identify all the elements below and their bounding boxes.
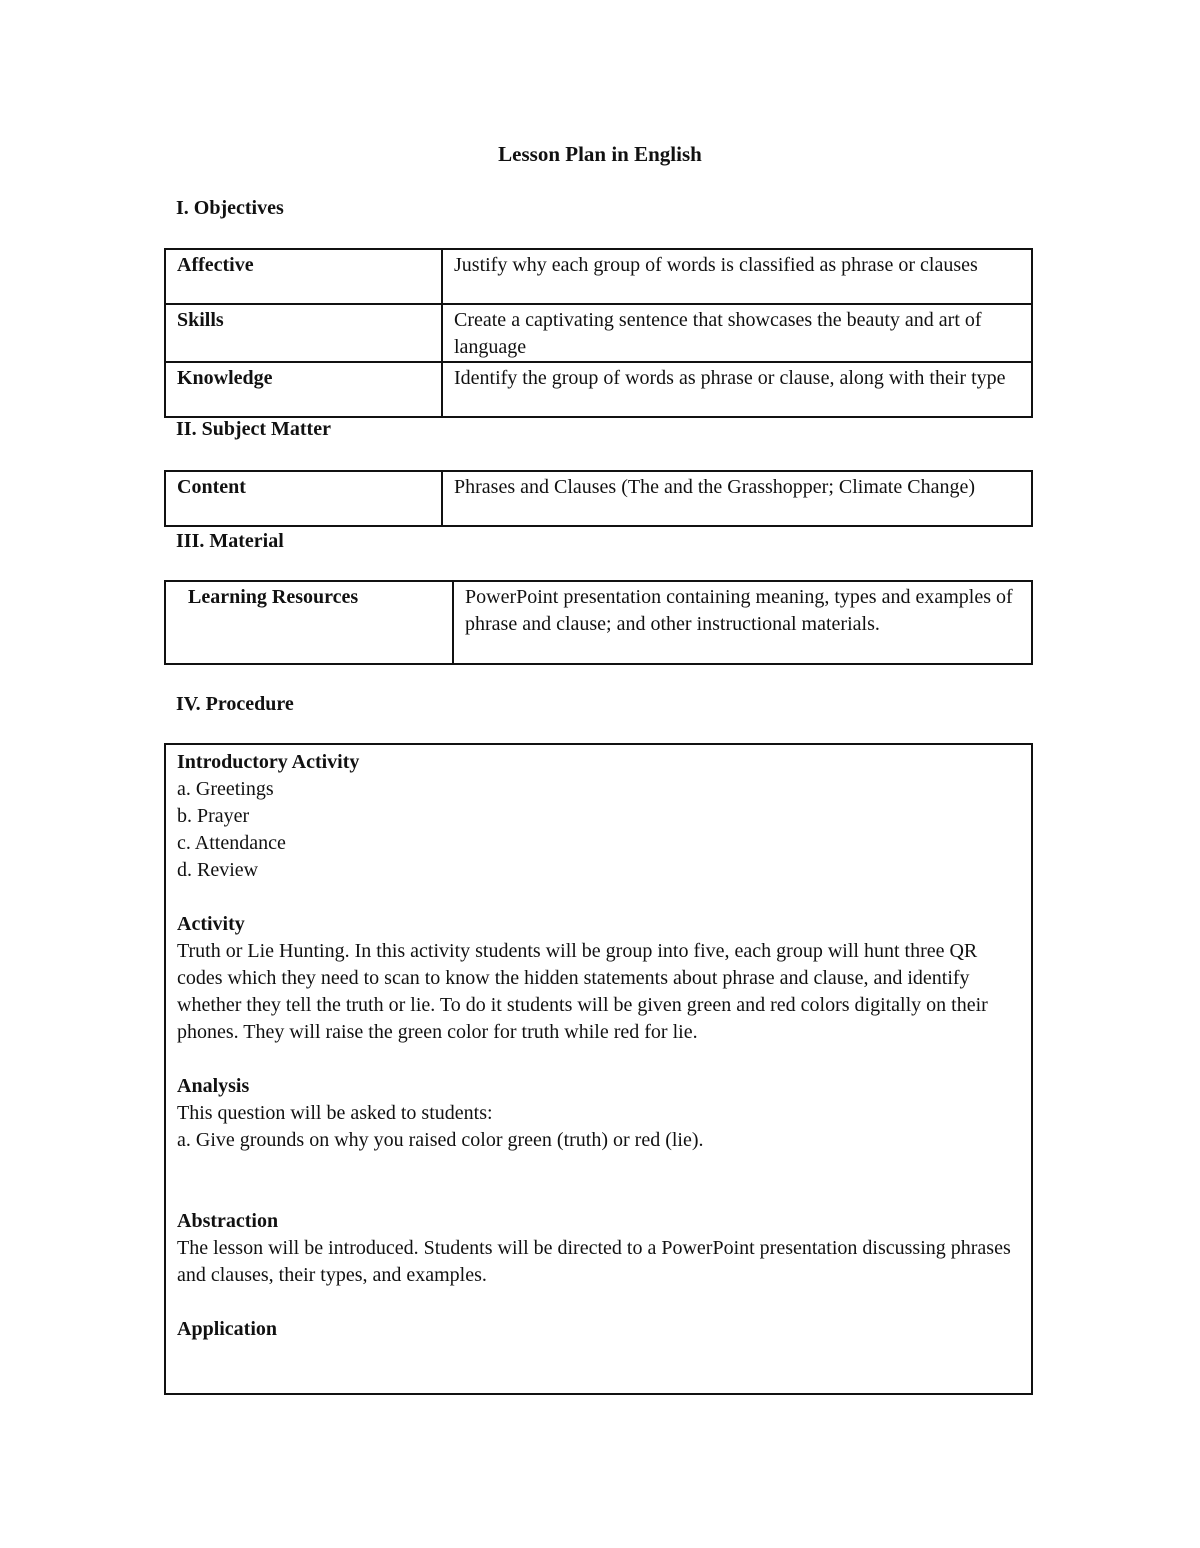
abstraction-title: Abstraction bbox=[177, 1210, 279, 1232]
objectives-table bbox=[164, 248, 1033, 418]
objective-text-knowledge: Identify the group of words as phrase or clause, along with their type bbox=[442, 362, 1032, 417]
learning-resources-text: PowerPoint presentation containing meaning, types and examples of phrase and clause; and other instructional materials. bbox=[453, 581, 1032, 664]
objectives-heading: I. Objectives bbox=[176, 197, 284, 219]
table-row bbox=[165, 471, 1032, 526]
analysis-title: Analysis bbox=[177, 1075, 250, 1097]
list-item: d. Review bbox=[177, 859, 259, 881]
material-table bbox=[164, 580, 1033, 665]
objective-label-knowledge: Knowledge bbox=[165, 362, 442, 417]
procedure-box bbox=[164, 743, 1033, 1395]
abstraction-text: The lesson will be introduced. Students will be directed to a PowerPoint presentation discussing phrases and clauses, their types, and examples. bbox=[177, 1237, 1011, 1286]
subject-matter-heading: II. Subject Matter bbox=[176, 418, 331, 440]
abstraction-section bbox=[177, 1208, 1021, 1289]
objective-label-skills: Skills bbox=[165, 304, 442, 362]
activity-section bbox=[177, 911, 1021, 1046]
procedure-heading: IV. Procedure bbox=[176, 693, 294, 715]
analysis-line: a. Give grounds on why you raised color green (truth) or red (lie). bbox=[177, 1129, 704, 1151]
objective-label-affective: Affective bbox=[165, 249, 442, 304]
list-item: b. Prayer bbox=[177, 805, 250, 827]
list-item: a. Greetings bbox=[177, 778, 274, 800]
introductory-activity-section bbox=[177, 749, 1021, 884]
content-text: Phrases and Clauses (The and the Grasshopper; Climate Change) bbox=[442, 471, 1032, 526]
application-title: Application bbox=[177, 1318, 278, 1340]
activity-text: Truth or Lie Hunting. In this activity students will be group into five, each group will hunt three QR codes which they need to scan to know the hidden statements about phrase and clause, and identify whether they tell the truth or lie. To do it students will be given green and red colors digitally on their phones. They will raise the green color for truth while red for lie. bbox=[177, 940, 988, 1043]
table-row bbox=[165, 304, 1032, 362]
content-label: Content bbox=[165, 471, 442, 526]
table-row bbox=[165, 249, 1032, 304]
table-row bbox=[165, 581, 1032, 664]
list-item: c. Attendance bbox=[177, 832, 286, 854]
introductory-activity-title: Introductory Activity bbox=[177, 751, 360, 773]
objective-text-affective: Justify why each group of words is classified as phrase or clauses bbox=[442, 249, 1032, 304]
analysis-line: This question will be asked to students: bbox=[177, 1102, 493, 1124]
objective-text-skills: Create a captivating sentence that showcases the beauty and art of language bbox=[442, 304, 1032, 362]
application-section bbox=[177, 1316, 1021, 1343]
activity-title: Activity bbox=[177, 913, 245, 935]
table-row bbox=[165, 362, 1032, 417]
subject-matter-table bbox=[164, 470, 1033, 527]
document-title: Lesson Plan in English bbox=[498, 142, 702, 166]
learning-resources-label: Learning Resources bbox=[165, 581, 453, 664]
material-heading: III. Material bbox=[176, 530, 284, 552]
analysis-section bbox=[177, 1073, 1021, 1154]
